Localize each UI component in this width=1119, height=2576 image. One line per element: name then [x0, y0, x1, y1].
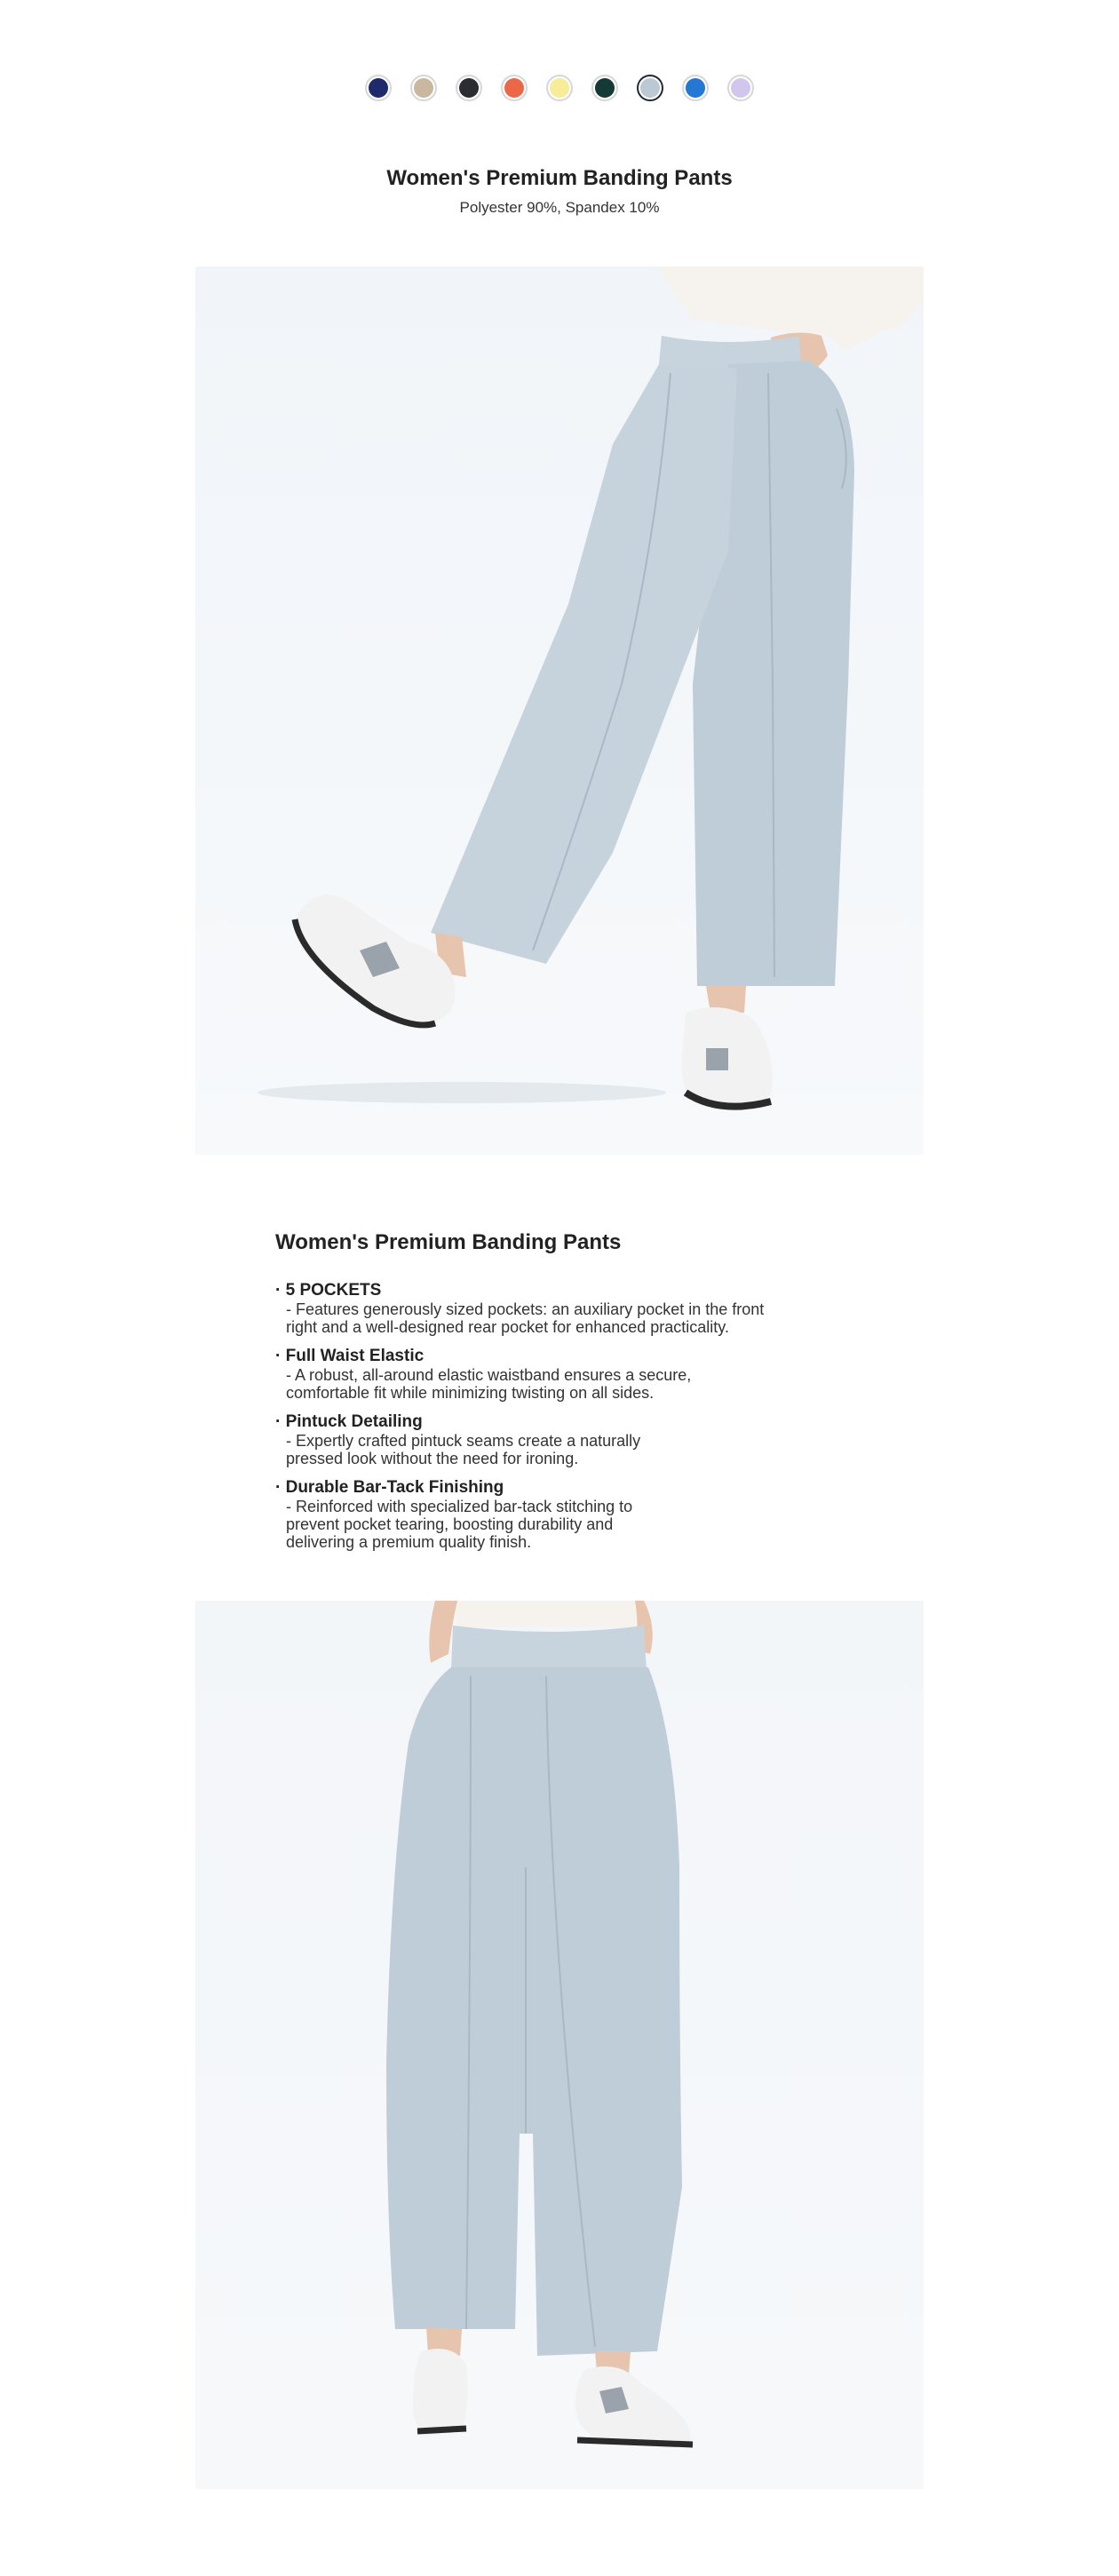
- color-dot: [686, 78, 705, 98]
- feature-name: · Pintuck Detailing: [275, 1412, 423, 1431]
- feature-description: - Reinforced with specialized bar-tack stitching to prevent pocket tearing, boosting durability and delivering a premium quality finish.: [286, 1498, 633, 1551]
- color-swatch-light-yellow[interactable]: [546, 75, 573, 101]
- color-swatch-charcoal[interactable]: [456, 75, 482, 101]
- feature-list: [275, 1281, 844, 1562]
- feature-name: · 5 POCKETS: [275, 1281, 382, 1300]
- color-dot: [414, 78, 433, 98]
- feature-item: [275, 1347, 844, 1402]
- color-swatch-navy[interactable]: [365, 75, 392, 101]
- color-dot: [640, 78, 660, 98]
- product-photo-standing: [195, 1601, 924, 2489]
- standing-model-illustration: [195, 1601, 924, 2489]
- feature-item: [275, 1412, 844, 1467]
- feature-item: [275, 1478, 844, 1551]
- feature-name: · Full Waist Elastic: [275, 1347, 425, 1365]
- color-swatch-light-blue[interactable]: [637, 75, 663, 101]
- color-dot: [550, 78, 569, 98]
- product-title: Women's Premium Banding Pants: [386, 166, 733, 190]
- color-swatch-blue[interactable]: [682, 75, 709, 101]
- color-dot: [369, 78, 388, 98]
- color-dot: [459, 78, 479, 98]
- feature-description: - A robust, all-around elastic waistband ensures a secure, comfortable fit while minimizing twisting on all sides.: [286, 1366, 692, 1402]
- color-swatch-coral[interactable]: [501, 75, 528, 101]
- product-photo-walking: [195, 266, 924, 1155]
- features-title: Women's Premium Banding Pants: [275, 1230, 622, 1254]
- walking-model-illustration: [195, 266, 924, 1155]
- color-dot: [504, 78, 524, 98]
- color-swatch-beige[interactable]: [410, 75, 437, 101]
- color-swatch-lavender[interactable]: [727, 75, 754, 101]
- color-swatch-list: [0, 75, 1119, 101]
- feature-description: - Expertly crafted pintuck seams create a naturally pressed look without the need for ironing.: [286, 1432, 641, 1467]
- feature-description: - Features generously sized pockets: an auxiliary pocket in the front right and a well-designed rear pocket for enhanced practicality.: [286, 1300, 765, 1336]
- product-material: Polyester 90%, Spandex 10%: [459, 199, 660, 216]
- feature-item: [275, 1281, 844, 1336]
- color-dot: [731, 78, 750, 98]
- color-swatch-dark-green[interactable]: [591, 75, 618, 101]
- feature-name: · Durable Bar-Tack Finishing: [275, 1478, 504, 1497]
- color-dot: [595, 78, 615, 98]
